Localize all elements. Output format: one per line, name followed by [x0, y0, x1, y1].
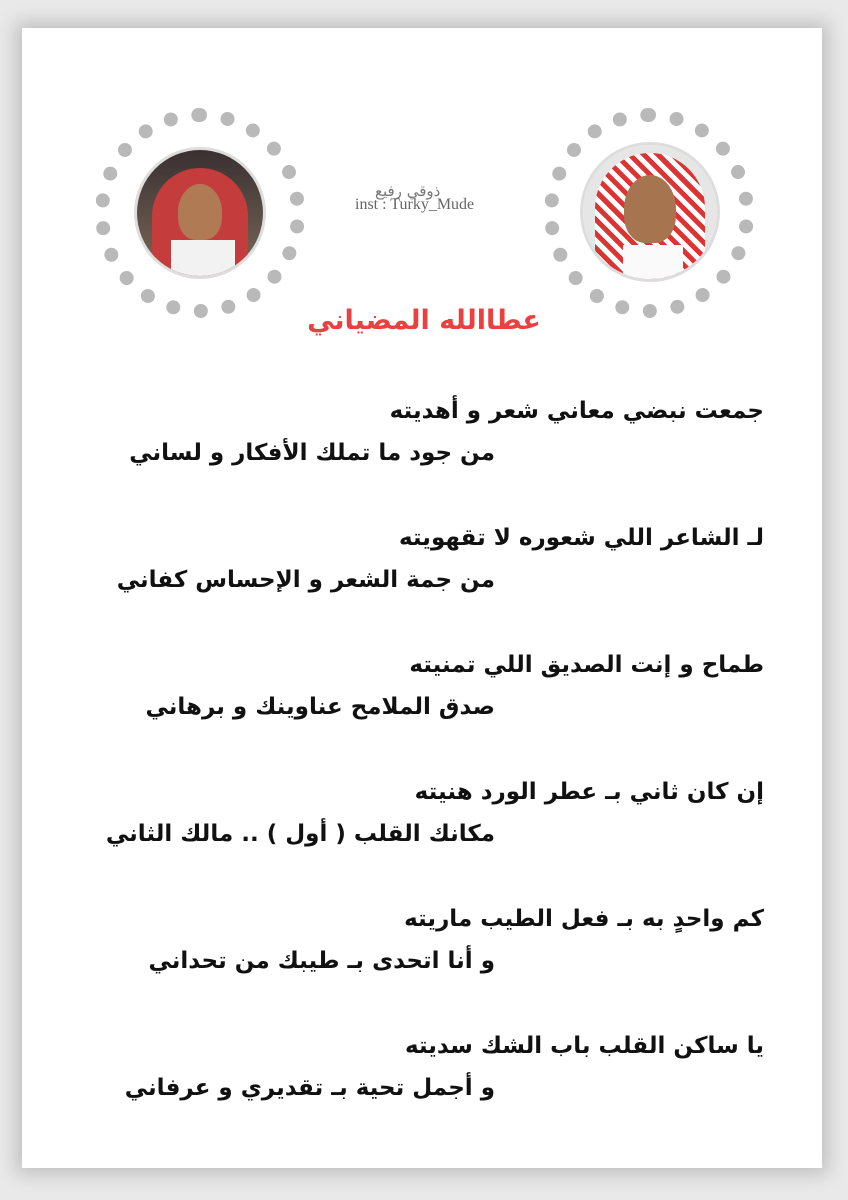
poet-name: عطاالله المضياني — [307, 305, 541, 336]
verse-4-first: إن كان ثاني بـ عطر الورد هنيته — [414, 779, 764, 805]
verse-6-first: يا ساكن القلب باب الشك سديته — [404, 1033, 764, 1059]
verse-2-second: من جمة الشعر و الإحساس كفاني — [116, 567, 495, 593]
verse-1-second: من جود ما تملك الأفكار و لساني — [129, 440, 495, 466]
verse-3-second: صدق الملامح عناوينك و برهاني — [145, 694, 495, 720]
right-portrait — [580, 142, 720, 282]
verse-6-second: و أجمل تحية بـ تقديري و عرفاني — [124, 1075, 495, 1101]
verse-3-first: طماح و إنت الصديق اللي تمنيته — [409, 652, 764, 678]
verse-2-first: لـ الشاعر اللي شعوره لا تقهويته — [398, 525, 764, 551]
verse-5-first: كم واحدٍ به بـ فعل الطيب ماريته — [404, 906, 764, 932]
signature-arabic: ذوقي رفيع — [375, 182, 441, 200]
instagram-handle: inst : Turky_Mude — [355, 196, 475, 213]
verse-5-second: و أنا اتحدى بـ طيبك من تحداني — [148, 948, 495, 974]
verse-1-first: جمعت نبضي معاني شعر و أهديته — [389, 398, 764, 424]
verse-4-second: مكانك القلب ( أول ) .. مالك الثاني — [105, 821, 495, 847]
left-portrait — [134, 147, 266, 279]
